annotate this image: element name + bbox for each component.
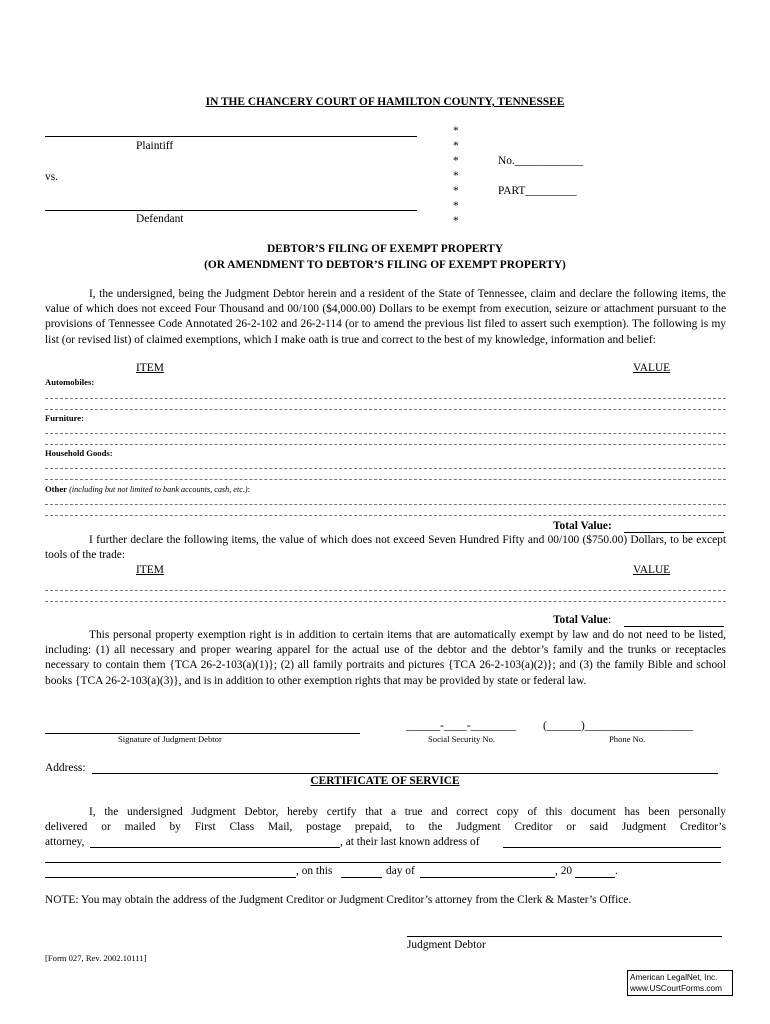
tools-text: I further declare the following items, the value of which does not exceed Seven Hundred Fifty and 00/100 ($750.00) Dollars, to be except tools of the trade:: [45, 534, 726, 562]
signature-caption: Signature of Judgment Debtor: [118, 734, 222, 744]
part-field[interactable]: PART_________: [498, 185, 577, 197]
creditor-address-field-2[interactable]: [45, 862, 721, 863]
intro-text: I, the undersigned, being the Judgment Debtor herein and a resident of the State of Tennessee, claim and declare the following items, the value of which does not exceed Four Thousand and 00/100 ($4,000.00) Dollars to be exempt from execution, seizure or attachment pursuant to the provisions of Tennessee Code Annotated 26-2-102 and 26-2-114 (or to amend the previous list filed to assert such exemption). The following is my list (or revised list) of claimed exemptions, which I make oath is true and correct to the best of my knowledge, information and belief:: [45, 288, 726, 346]
document-heading: DEBTOR’S FILING OF EXEMPT PROPERTY: [266, 243, 504, 255]
period: .: [615, 865, 618, 877]
year-prefix-label: , 20: [555, 865, 573, 877]
caption-asterisk: *: [453, 140, 459, 152]
creditor-address-field-3[interactable]: [45, 877, 296, 878]
section-furniture: Furniture:: [45, 413, 84, 423]
certificate-line-1-text: I, the undersigned Judgment Debtor, hereby certify that a true and correct copy of this document has been personally: [89, 806, 726, 818]
address-label: Address:: [45, 762, 86, 774]
day-field[interactable]: [341, 877, 382, 878]
last-known-address-label: , at their last known address of: [340, 836, 480, 848]
value-header: VALUE: [633, 362, 671, 374]
item-header: ITEM: [136, 362, 164, 374]
attorney-field[interactable]: [90, 847, 340, 848]
publisher-url[interactable]: www.USCourtForms.com: [630, 984, 722, 993]
caption-asterisk: *: [453, 215, 459, 227]
tools-item-header: ITEM: [136, 564, 164, 576]
other-line-2[interactable]: [45, 515, 726, 516]
section-other: Other (including but not limited to bank accounts, cash, etc.):: [45, 484, 251, 494]
defendant-line[interactable]: [45, 210, 417, 211]
attorney-label: attorney,: [45, 836, 85, 848]
certificate-title: CERTIFICATE OF SERVICE: [310, 775, 460, 787]
document-subheading: (OR AMENDMENT TO DEBTOR’S FILING OF EXEMPT PROPERTY): [204, 259, 566, 271]
tools-paragraph: [45, 533, 726, 563]
section-automobiles: Automobiles:: [45, 377, 95, 387]
ssn-field[interactable]: ______-____-________: [406, 720, 517, 732]
publisher-box: [627, 970, 733, 996]
tools-total-label: Total Value:: [553, 614, 612, 626]
certificate-line-1: [45, 805, 726, 819]
month-field[interactable]: [420, 877, 555, 878]
creditor-address-field[interactable]: [503, 847, 721, 848]
certificate-line-2: delivered or mailed by First Class Mail, postage prepaid, to the Judgment Creditor or said Judgment Creditor’s: [45, 821, 726, 833]
on-this-label: , on this: [296, 865, 333, 877]
caption-asterisk: *: [453, 170, 459, 182]
caption-asterisk: *: [453, 185, 459, 197]
section-automobiles-label: Automobiles: [45, 377, 92, 387]
case-number-field[interactable]: No.____________: [498, 155, 584, 167]
caption-asterisk: *: [453, 200, 459, 212]
automobiles-line-1[interactable]: [45, 398, 726, 399]
section-other-note: (including but not limited to bank accounts, cash, etc.): [69, 485, 248, 494]
furniture-line-1[interactable]: [45, 433, 726, 434]
personal-property-text: This personal property exemption right is in addition to certain items that are automatically exempt by law and do not need to be listed, including: (1) all necessary and proper wearing apparel for the actual use of the debtor and the debtor’s family and the trunks or receptacles necessary to contain them {TCA 26-2-103(a)(1)}; (2) all family portraits and pictures {TCA 26-2-103(a)(2)}; and (3) the family Bible and school books {TCA 26-2-103(a)(3)}, and is in addition to other exemption rights that may be provided by state or federal law.: [45, 629, 726, 687]
personal-property-paragraph: [45, 628, 726, 689]
publisher-name: American LegalNet, Inc.: [630, 973, 718, 982]
day-of-label: day of: [386, 865, 415, 877]
plaintiff-label: Plaintiff: [136, 140, 174, 152]
vs-label: vs.: [45, 171, 58, 183]
tools-value-header: VALUE: [633, 564, 671, 576]
household-line-1[interactable]: [45, 468, 726, 469]
automobiles-line-2[interactable]: [45, 409, 726, 410]
judgment-debtor-signature-line[interactable]: [407, 936, 722, 937]
tools-line-2[interactable]: [45, 601, 726, 602]
caption-asterisk: *: [453, 155, 459, 167]
caption-asterisk: *: [453, 125, 459, 137]
intro-paragraph: [45, 287, 726, 348]
section-household-goods-label: Household Goods: [45, 448, 110, 458]
furniture-line-2[interactable]: [45, 444, 726, 445]
phone-field[interactable]: (______)___________________: [543, 720, 693, 732]
tools-line-1[interactable]: [45, 590, 726, 591]
ssn-caption: Social Security No.: [428, 734, 496, 744]
defendant-label: Defendant: [136, 213, 184, 225]
tools-total-text: Total Value: [553, 614, 608, 626]
total-value-label: Total Value:: [553, 520, 612, 532]
court-title: IN THE CHANCERY COURT OF HAMILTON COUNTY, TENNESSEE: [205, 96, 565, 108]
section-other-label: Other: [45, 484, 67, 494]
form-number: [Form 027, Rev. 2002.10111]: [45, 953, 147, 963]
tools-total-field[interactable]: [624, 626, 724, 627]
other-line-1[interactable]: [45, 504, 726, 505]
section-furniture-label: Furniture: [45, 413, 82, 423]
household-line-2[interactable]: [45, 479, 726, 480]
year-field[interactable]: [575, 877, 615, 878]
section-household-goods: Household Goods:: [45, 448, 113, 458]
plaintiff-line[interactable]: [45, 136, 417, 137]
note-text: NOTE: You may obtain the address of the Judgment Creditor or Judgment Creditor’s attorney from the Clerk & Master’s Office.: [45, 894, 632, 906]
phone-caption: Phone No.: [609, 734, 646, 744]
judgment-debtor-label: Judgment Debtor: [407, 939, 486, 951]
